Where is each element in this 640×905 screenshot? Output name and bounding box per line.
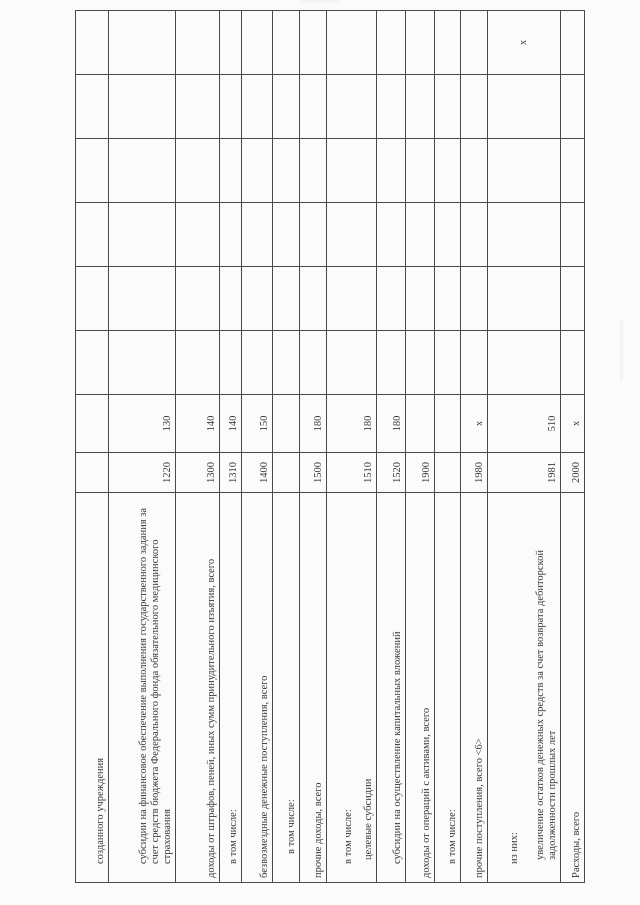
value-cell <box>327 11 376 75</box>
table-row <box>220 11 241 883</box>
row-name <box>327 493 376 883</box>
value-cell <box>435 203 460 267</box>
row-name: субсидии на финансовое обеспечение выполнения государственного задания за счет средств бюджета Федерального фонда обязательного медицинского страхования <box>109 493 176 883</box>
value-cell <box>406 139 435 203</box>
table-row <box>327 11 376 883</box>
value-cell <box>220 203 241 267</box>
table-row <box>560 11 584 883</box>
value-cell <box>560 11 584 75</box>
value-cell <box>406 75 435 139</box>
row-kbk: х <box>460 395 487 453</box>
value-cell <box>560 203 584 267</box>
value-cell <box>76 11 109 75</box>
value-cell <box>327 139 376 203</box>
value-cell <box>560 267 584 331</box>
table-row <box>376 11 405 883</box>
row-name: в том числе: <box>220 493 241 883</box>
value-cell <box>300 11 327 75</box>
row-code: 1310 <box>220 453 241 493</box>
table-row <box>487 11 560 883</box>
value-cell <box>327 331 376 395</box>
row-name: в том числе: <box>272 493 299 883</box>
value-cell <box>175 11 219 75</box>
value-cell <box>220 11 241 75</box>
value-cell <box>109 11 176 75</box>
value-cell <box>175 75 219 139</box>
row-code: 1300 <box>175 453 219 493</box>
value-cell <box>241 75 272 139</box>
value-cell <box>76 331 109 395</box>
row-name: в том числе: <box>435 493 460 883</box>
value-cell <box>272 331 299 395</box>
value-cell <box>272 139 299 203</box>
table-row <box>406 11 435 883</box>
value-cell <box>460 267 487 331</box>
value-cell <box>327 75 376 139</box>
value-cell <box>327 267 376 331</box>
row-name: субсидии на осуществление капитальных вложений <box>376 493 405 883</box>
value-cell <box>460 11 487 75</box>
row-code: 1220 <box>109 453 176 493</box>
value-cell <box>109 331 176 395</box>
row-kbk: 510 <box>487 395 560 453</box>
table-row <box>109 11 176 883</box>
table-row <box>300 11 327 883</box>
row-name: доходы от операций с активами, всего <box>406 493 435 883</box>
scan-mark <box>620 320 623 380</box>
value-cell <box>560 75 584 139</box>
row-kbk: 180 <box>300 395 327 453</box>
row-code: 1900 <box>406 453 435 493</box>
row-code: 1510 <box>327 453 376 493</box>
value-cell <box>76 267 109 331</box>
row-kbk: 180 <box>327 395 376 453</box>
row-kbk: 180 <box>376 395 405 453</box>
value-cell <box>435 75 460 139</box>
value-cell <box>300 75 327 139</box>
row-name: прочие доходы, всего <box>300 493 327 883</box>
value-cell <box>406 267 435 331</box>
value-cell <box>435 267 460 331</box>
row-name-subline: целевые субсидии <box>362 778 374 860</box>
value-cell <box>109 75 176 139</box>
row-code <box>76 453 109 493</box>
value-cell <box>175 203 219 267</box>
row-kbk: 150 <box>241 395 272 453</box>
table-row <box>460 11 487 883</box>
row-kbk: 130 <box>109 395 176 453</box>
row-kbk <box>76 395 109 453</box>
row-code: 1981 <box>487 453 560 493</box>
row-name-line: в том числе: <box>342 809 354 864</box>
value-cell <box>220 75 241 139</box>
financial-plan-table <box>75 10 585 883</box>
value-cell <box>109 139 176 203</box>
value-cell <box>376 331 405 395</box>
row-code: 2000 <box>560 453 584 493</box>
value-cell <box>272 75 299 139</box>
value-cell <box>241 139 272 203</box>
value-cell <box>241 11 272 75</box>
value-cell <box>435 139 460 203</box>
value-cell <box>220 267 241 331</box>
value-cell <box>272 267 299 331</box>
value-cell <box>220 139 241 203</box>
value-cell <box>300 331 327 395</box>
row-kbk <box>406 395 435 453</box>
row-name: прочие поступления, всего <6> <box>460 493 487 883</box>
value-cell <box>406 203 435 267</box>
table-row <box>76 11 109 883</box>
value-cell <box>220 331 241 395</box>
row-code <box>272 453 299 493</box>
row-name: Расходы, всего <box>560 493 584 883</box>
value-cell <box>175 267 219 331</box>
row-code: 1520 <box>376 453 405 493</box>
value-cell <box>241 331 272 395</box>
value-cell <box>460 203 487 267</box>
scan-mark <box>300 0 340 3</box>
value-cell <box>272 203 299 267</box>
table-row <box>435 11 460 883</box>
value-cell <box>560 331 584 395</box>
value-cell <box>272 11 299 75</box>
table-row <box>175 11 219 883</box>
row-kbk: х <box>560 395 584 453</box>
value-cell <box>406 331 435 395</box>
value-cell <box>460 139 487 203</box>
value-cell <box>376 267 405 331</box>
value-cell <box>376 11 405 75</box>
value-cell <box>487 139 560 203</box>
row-name-line: из них: <box>508 832 520 864</box>
row-name: безвозмездные денежные поступления, всего <box>241 493 272 883</box>
value-cell <box>76 203 109 267</box>
value-cell <box>406 11 435 75</box>
value-cell <box>460 75 487 139</box>
value-cell <box>560 139 584 203</box>
value-cell <box>487 203 560 267</box>
value-cell <box>376 75 405 139</box>
value-cell <box>76 139 109 203</box>
row-name: доходы от штрафов, пеней, иных сумм принудительного изъятия, всего <box>175 493 219 883</box>
value-cell <box>109 203 176 267</box>
row-name <box>487 493 560 883</box>
value-cell <box>241 203 272 267</box>
table-row <box>272 11 299 883</box>
row-code <box>435 453 460 493</box>
value-cell <box>300 203 327 267</box>
value-cell <box>175 331 219 395</box>
value-cell <box>76 75 109 139</box>
value-cell <box>435 331 460 395</box>
table-row <box>241 11 272 883</box>
row-code: 1500 <box>300 453 327 493</box>
value-cell <box>487 75 560 139</box>
row-kbk <box>435 395 460 453</box>
rotated-form-sheet <box>75 39 585 883</box>
value-cell <box>487 331 560 395</box>
value-cell <box>327 203 376 267</box>
row-name <box>76 493 109 883</box>
value-cell <box>487 267 560 331</box>
value-cell <box>435 11 460 75</box>
value-cell <box>300 267 327 331</box>
row-kbk: 140 <box>220 395 241 453</box>
value-cell <box>109 267 176 331</box>
row-kbk <box>272 395 299 453</box>
row-code: 1400 <box>241 453 272 493</box>
row-kbk: 140 <box>175 395 219 453</box>
value-cell: х <box>487 11 560 75</box>
value-cell <box>460 331 487 395</box>
value-cell <box>300 139 327 203</box>
value-cell <box>241 267 272 331</box>
row-code: 1980 <box>460 453 487 493</box>
value-cell <box>175 139 219 203</box>
row-name-text: созданного учреждения <box>95 757 107 864</box>
row-name-subline: увеличение остатков денежных средств за счет возврата дебиторской задолженности прошлых лет <box>534 549 558 860</box>
value-cell <box>376 203 405 267</box>
value-cell <box>376 139 405 203</box>
